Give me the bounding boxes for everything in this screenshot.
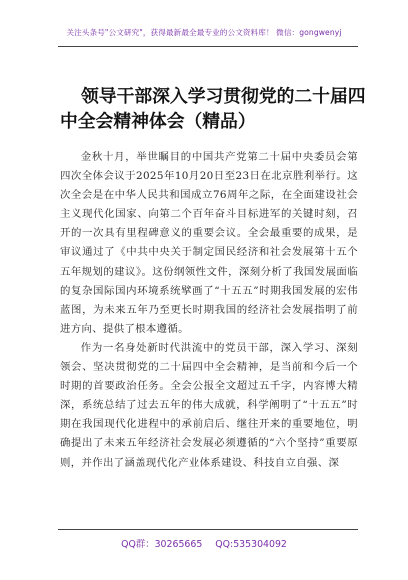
- footer-qq: QQ:535304092: [215, 539, 287, 550]
- footer-contact: [0, 536, 408, 550]
- header-note: 关注头条号"公文研究"，获得最新最全最专业的公文资料库！ 微信：gongwenyj: [66, 28, 342, 37]
- header-divider: [58, 46, 358, 47]
- footer-qq-group: QQ群：30265665: [121, 539, 203, 550]
- body-paragraph-2: 作为一名身处新时代洪流中的党员干部，深入学习、深刻领会、坚决贯彻党的二十届四中全会精神，是当前和今后一个时期的首要政治任务。全会公报全文超过五千字，内容博大精深，系统总结了过去五年的伟大成就，科学阐明了“十五五”时期在我国现代化进程中的承前启后、继往开来的重要地位，明确提出了未来五年经济社会发展必须遵循的“六个坚持”重要原则，并作出了涵盖现代化产业体系建设、科技自立自强、深: [60, 341, 358, 469]
- document-title: [60, 84, 366, 134]
- document-body: [60, 148, 358, 473]
- title-line-2: 中全会精神体会（精品）: [60, 111, 256, 132]
- body-paragraph-1: 金秋十月，举世瞩目的中国共产党第二十届中央委员会第四次全体会议于2025年10月20日至23日在北京胜利举行。这次全会是在中华人民共和国成立76周年之际，在全面建设社会主义现代化国家、向第二个百年奋斗目标进军的关键时刻，召开的一次具有里程碑意义的重要会议。全会最重要的成果，是审议通过了《中共中央关于制定国民经济和社会发展第十五个五年规划的建议》。这份纲领性文件，深刻分析了我国发展面临的复杂国际国内环境系统擘画了“十五五”时期我国发展的宏伟蓝图，为未来五年乃至更长时期我国的经济社会发展指明了前进方向、提供了根本遵循。: [60, 151, 358, 335]
- footer-divider: [58, 529, 358, 530]
- title-line-1: 领导干部深入学习贯彻党的二十届四: [81, 86, 366, 107]
